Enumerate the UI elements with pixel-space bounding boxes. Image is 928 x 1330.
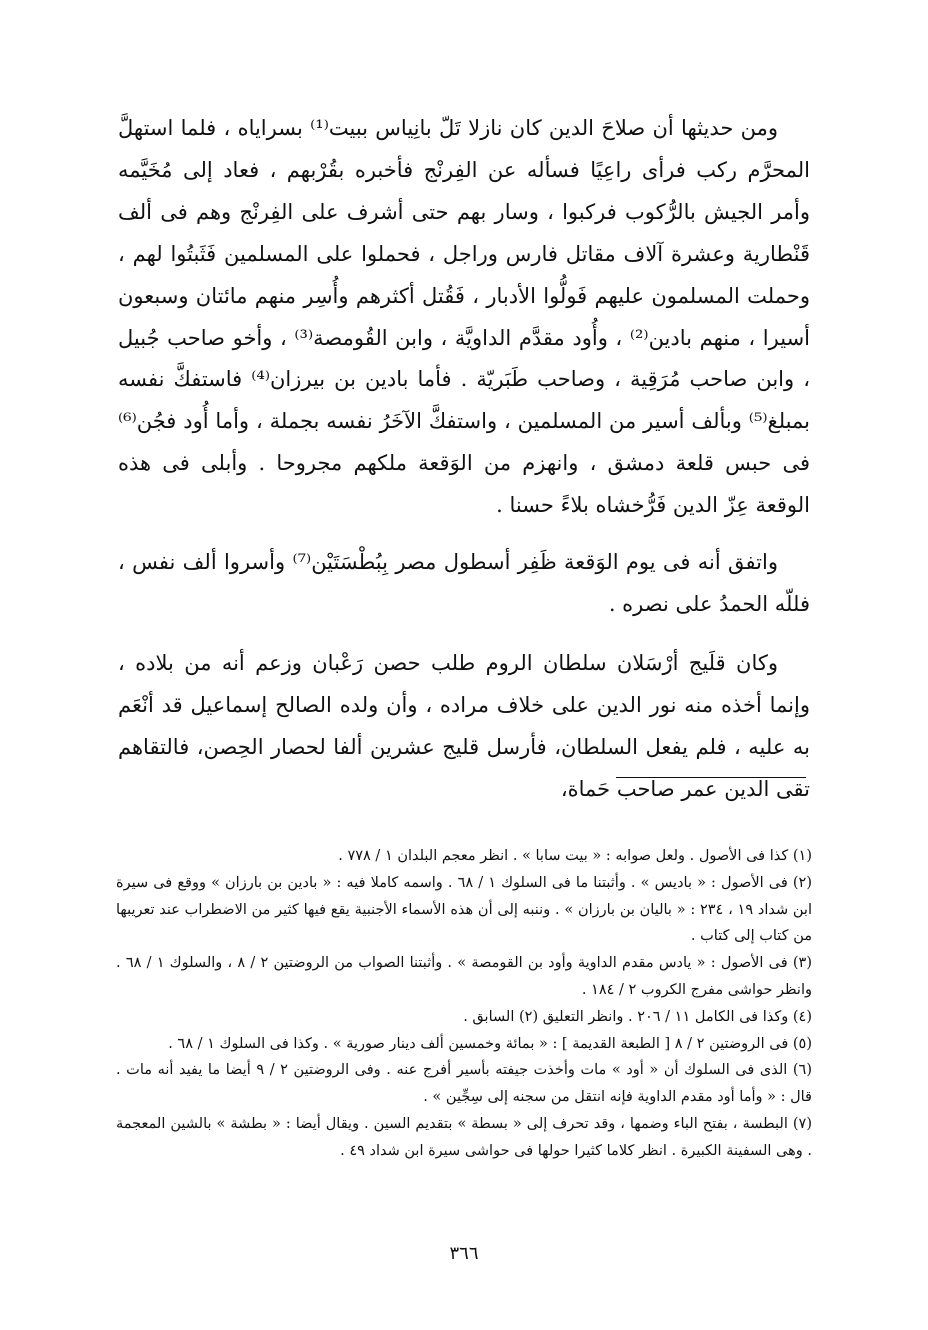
paragraph-2: واتفق أنه فى يوم الوَقعة ظَفِر أسطول مصر بِبُطْسَتَيْن⁽⁷⁾ وأسروا ألف نفس ، فللّه الحمدُ على نصره . [118,550,810,616]
paragraph-1: ومن حديثها أن صلاحَ الدين كان نازلا تَلّ بانِياس ببيت⁽¹⁾ بسراياه ، فلما استهلَّ المحرَّم ركب فرأى راعِيًا فسأله عن الفِرنْج فأخبره بقُرْبهم ، فعاد إلى مُخَيَّمه وأمر الجيش بالرُّكوب فركبوا ، وسار بهم حتى أشرف على الفِرنْج وهم فى ألف قَنْطارية وعشرة آلاف مقاتل فارس وراجل ، فحملوا على المسلمين فَثَبتُوا لهم ، وحملت المسلمون عليهم فَولُّوا الأدبار ، فَقُتل أكثرهم وأُسِر منهم مائتان وسبعون أسيرا ، منهم بادين⁽²⁾ ، وأُود مقدَّم الداويَّة ، وابن القُومصة⁽³⁾ ، وأخو صاحب جُبيل ، وابن صاحب مُرَقِية ، وصاحب طَبَريّة . فأما بادين بن بيرزان⁽⁴⁾ فاستفكَّ نفسه بمبلغ⁽⁵⁾ وبألف أسير من المسلمين ، واستفكَّ الآخَرُ نفسه بجملة ، وأما أُود فجُن⁽⁶⁾ فى حبس قلعة دمشق ، وانهزم من الوَقعة ملكهم مجروحا . وأبلى فى هذه الوقعة عِزّ الدين فَرُّخشاه بلاءً حسنا . [118,116,810,518]
footnote-separator [616,777,806,778]
footnote-3: (٣) فى الأصول : « يادس مقدم الداوية وأود بن القومصة » . وأثبتنا الصواب من الروضتين ٢ / ٨ ، والسلوك ١ / ٦٨ . وانظر حواشى مفرج الكروب ٢ / ١٨٤ . [116,955,812,998]
paragraph-3: وكان قلَيج أرْسَلان سلطان الروم طلب حصن رَعْبان وزعم أنه من بلاده ، وإنما أخذه منه نور الدين على خلاف مراده ، وأن ولده الصالح إسماعيل قد أنْعَم به عليه ، فلم يفعل السلطان، فأرسل قليج عشرين ألفا لحصار الحِصن، فالتقاهم تقى الدين عمر صاحب حَماة، [118,650,810,801]
footnote-6: (٦) الذى فى السلوك أن « أود » مات وأخذت جيفته بأسير أفرج عنه . وفى الروضتين ٢ / ٩ أيضا ما يفيد أنه مات . قال : « وأما أود مقدم الداوية فإنه انتقل من سجنه إلى سِجِّين » . [116,1062,812,1106]
page-number: ٣٦٦ [449,1243,479,1264]
footnote-2: (٢) فى الأصول : « باديس » . وأثبتنا ما فى السلوك ١ / ٦٨ . واسمه كاملا فيه : « بادين بن بارزان » ووقع فى سيرة ابن شداد ١٩ ، ٢٣٤ : « باليان بن بارزان » . وننبه إلى أن هذه الأسماء الأجنبية يقع فيها كثير من الاضطراب عند تعريبها من كتاب إلى كتاب . [116,874,812,945]
footnote-1: (١) كذا فى الأصول . ولعل صوابه : « بيت سابا » . انظر معجم البلدان ١ / ٧٧٨ . [338,848,812,864]
footnotes [116,843,812,1165]
footnote-4: (٤) وكذا فى الكامل ١١ / ٢٠٦ . وانظر التعليق (٢) السابق . [463,1008,812,1025]
footnote-7: (٧) البطسة ، بفتح الباء وضمها ، وقد تحرف إلى « بسطة » بتقديم السين . ويقال أيضا : « بطشة » بالشين المعجمة . وهى السفينة الكبيرة . انظر كلاما كثيرا حولها فى حواشى سيرة ابن شداد ٤٩ . [116,1115,812,1159]
footnote-5: (٥) فى الروضتين ٢ / ٨ [ الطبعة القديمة ] : « بمائة وخمسين ألف دينار صورية » . وكذا فى السلوك ١ / ٦٨ . [168,1035,812,1052]
main-text [118,108,810,811]
